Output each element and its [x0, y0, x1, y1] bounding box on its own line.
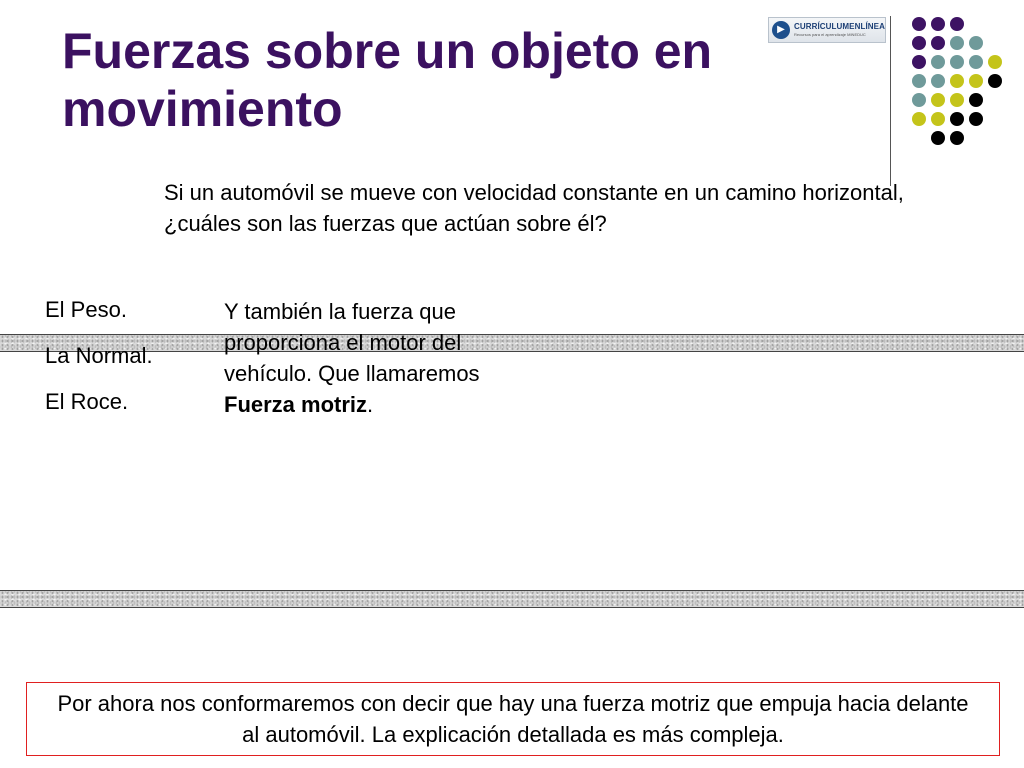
question-text: Si un automóvil se mueve con velocidad constante en un camino horizontal, ¿cuáles son las fuerzas que actúan sobre él? [164, 180, 904, 236]
decorative-divider [890, 16, 891, 186]
decorative-dot [931, 74, 945, 88]
play-arrow-icon: ▶ [772, 21, 790, 39]
decorative-dot [931, 36, 945, 50]
forces-list [45, 294, 215, 432]
decorative-dot [988, 55, 1002, 69]
decorative-dot [931, 93, 945, 107]
decorative-dot [950, 36, 964, 50]
decorative-dot [969, 112, 983, 126]
decorative-dot [912, 55, 926, 69]
decorative-dot [950, 17, 964, 31]
decorative-dot [912, 36, 926, 50]
motor-force-description: Y también la fuerza que proporciona el motor del vehículo. Que llamaremos [224, 299, 480, 386]
slide-title: Fuerzas sobre un objeto en movimiento [62, 23, 713, 137]
explanation-note-text: Por ahora nos conformaremos con decir que hay una fuerza motriz que empuja hacia delante al automóvil. La explicación detallada es más compleja. [57, 691, 969, 747]
motor-force-period: . [367, 392, 374, 417]
decorative-dot [931, 131, 945, 145]
motor-force-text [224, 296, 544, 420]
logo-brand: CURRÍCULUMENLÍNEA [793, 22, 885, 31]
decorative-dot [912, 93, 926, 107]
decorative-dot [988, 74, 1002, 88]
force-normal: La Normal. [45, 343, 153, 368]
decorative-dot [950, 112, 964, 126]
decorative-dot [969, 74, 983, 88]
decorative-dot [969, 93, 983, 107]
force-weight: El Peso. [45, 297, 127, 322]
decorative-dot [950, 131, 964, 145]
decorative-dot [969, 36, 983, 50]
force-friction: El Roce. [45, 389, 129, 414]
logo-tagline: Recursos para el aprendizaje MINEDUC [793, 32, 866, 37]
motor-force-term: Fuerza motriz [224, 392, 368, 417]
decorative-texture-band-bottom [0, 590, 1024, 608]
decorative-dot [912, 112, 926, 126]
decorative-dot [912, 74, 926, 88]
decorative-dot [931, 17, 945, 31]
decorative-dot [950, 55, 964, 69]
explanation-note-box [26, 682, 1000, 756]
decorative-dot [969, 55, 983, 69]
decorative-dot [931, 112, 945, 126]
decorative-dot [950, 74, 964, 88]
decorative-dot [912, 17, 926, 31]
decorative-dot [931, 55, 945, 69]
curriculum-logo [768, 17, 886, 43]
decorative-dot [950, 93, 964, 107]
